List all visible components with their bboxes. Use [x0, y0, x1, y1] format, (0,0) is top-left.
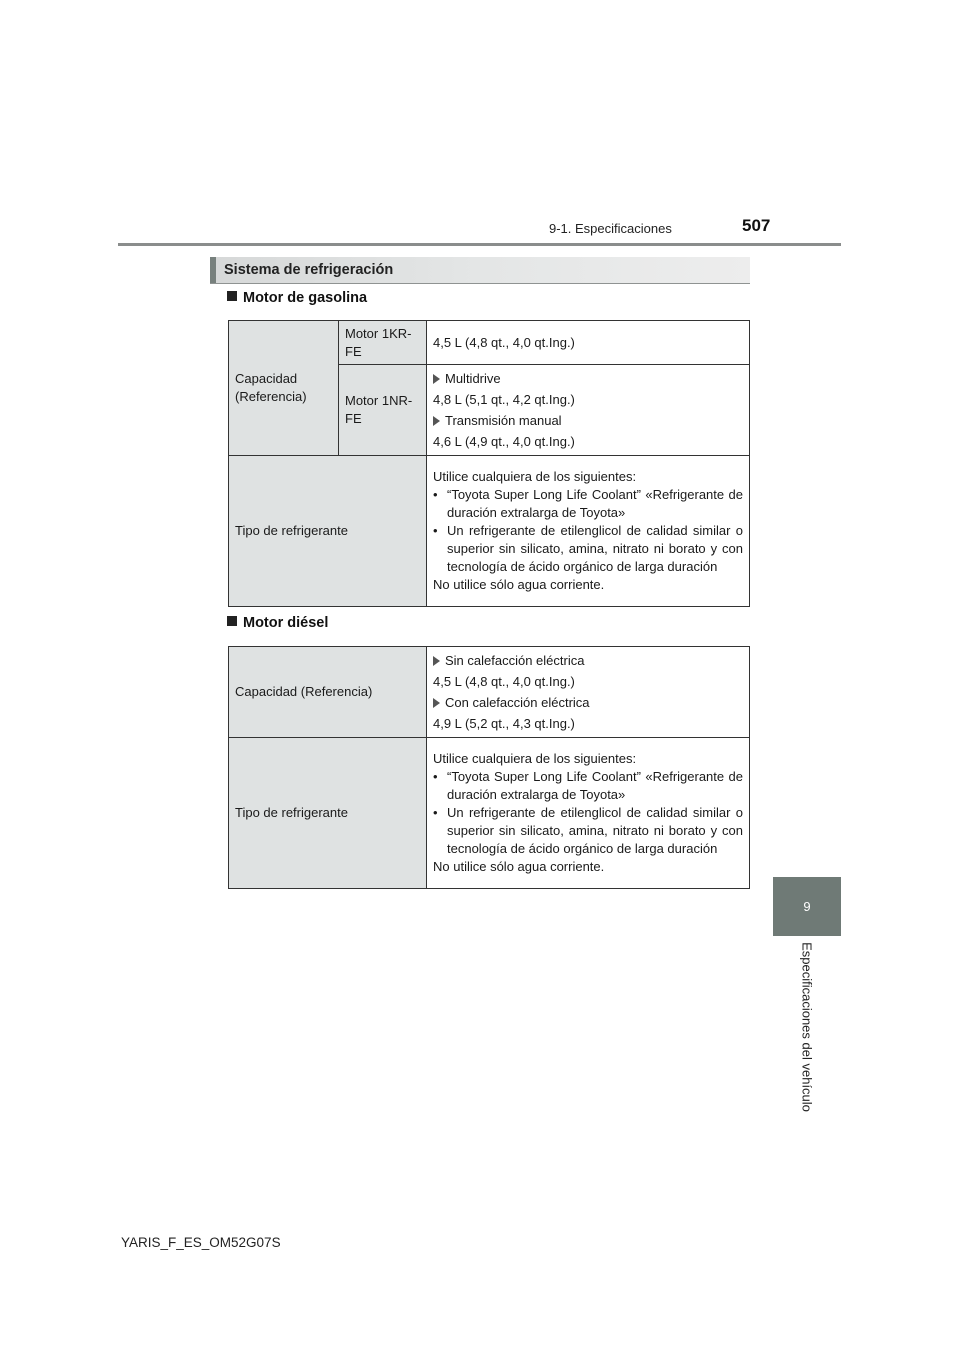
coolant-intro: Utilice cualquiera de los siguientes:: [433, 751, 637, 766]
header-divider: [118, 243, 841, 246]
diesel-heading: Motor diésel: [227, 615, 328, 631]
triangle-bullet-icon: [433, 698, 440, 708]
gasoline-heading: Motor de gasolina: [227, 290, 367, 306]
coolant-type-value: [427, 738, 750, 889]
capacity-label-cell: Capacidad (Referencia): [229, 321, 339, 456]
engine-1nr-values: [427, 365, 750, 456]
option-value: 4,8 L (5,1 qt., 4,2 qt.Ing.): [433, 391, 575, 407]
chapter-number: 9: [803, 899, 811, 914]
coolant-type-label: Tipo de refrigerante: [229, 456, 427, 607]
option-value: 4,6 L (4,9 qt., 4,0 qt.Ing.): [433, 433, 575, 449]
coolant-note: No utilice sólo agua corriente.: [433, 859, 605, 874]
coolant-type-value: [427, 456, 750, 607]
diesel-spec-table: [228, 646, 750, 889]
coolant-bullet: • Un refrigerante de etilenglicol de calidad similar o superior sin silicato, amina, nitrato ni borato y con tecnología de ácido orgánico de larga duración: [433, 805, 743, 856]
table-row: [229, 647, 750, 738]
chapter-label: Especificaciones del vehículo: [799, 942, 815, 1112]
triangle-bullet-icon: [433, 374, 440, 384]
coolant-bullet: • “Toyota Super Long Life Coolant” «Refrigerante de duración extralarga de Toyota»: [433, 769, 743, 802]
coolant-bullet: • Un refrigerante de etilenglicol de calidad similar o superior sin silicato, amina, nitrato ni borato y con tecnología de ácido orgánico de larga duración: [433, 523, 743, 574]
engine-1nr-label: Motor 1NR-FE: [339, 365, 427, 456]
chapter-tab[interactable]: [773, 877, 841, 936]
section-title-bar: [210, 257, 216, 283]
section-title: [210, 257, 750, 284]
coolant-type-label: Tipo de refrigerante: [229, 738, 427, 889]
table-row: [229, 738, 750, 889]
square-bullet-icon: [227, 291, 237, 301]
coolant-bullet: • “Toyota Super Long Life Coolant” «Refrigerante de duración extralarga de Toyota»: [433, 487, 743, 520]
option-value: 4,9 L (5,2 qt., 4,3 qt.Ing.): [433, 715, 575, 731]
table-row: [229, 456, 750, 607]
gasoline-spec-table: [228, 320, 750, 607]
option-value: 4,5 L (4,8 qt., 4,0 qt.Ing.): [433, 673, 575, 689]
triangle-bullet-icon: [433, 416, 440, 426]
coolant-intro: Utilice cualquiera de los siguientes:: [433, 469, 637, 484]
engine-1kr-value: 4,5 L (4,8 qt., 4,0 qt.Ing.): [427, 321, 750, 365]
coolant-note: No utilice sólo agua corriente.: [433, 577, 605, 592]
option-label: Transmisión manual: [433, 412, 743, 430]
section-title-text: Sistema de refrigeración: [224, 262, 394, 278]
option-label: Sin calefacción eléctrica: [433, 652, 743, 670]
square-bullet-icon: [227, 616, 237, 626]
option-label: Multidrive: [433, 370, 743, 388]
page-number: 507: [742, 216, 771, 235]
section-breadcrumb: 9-1. Especificaciones: [549, 221, 672, 236]
engine-1kr-label: Motor 1KR-FE: [339, 321, 427, 365]
diesel-capacity-values: [427, 647, 750, 738]
document-code: YARIS_F_ES_OM52G07S: [121, 1235, 281, 1250]
option-label: Con calefacción eléctrica: [433, 694, 743, 712]
table-row: [229, 321, 750, 365]
capacity-label-cell: Capacidad (Referencia): [229, 647, 427, 738]
triangle-bullet-icon: [433, 656, 440, 666]
